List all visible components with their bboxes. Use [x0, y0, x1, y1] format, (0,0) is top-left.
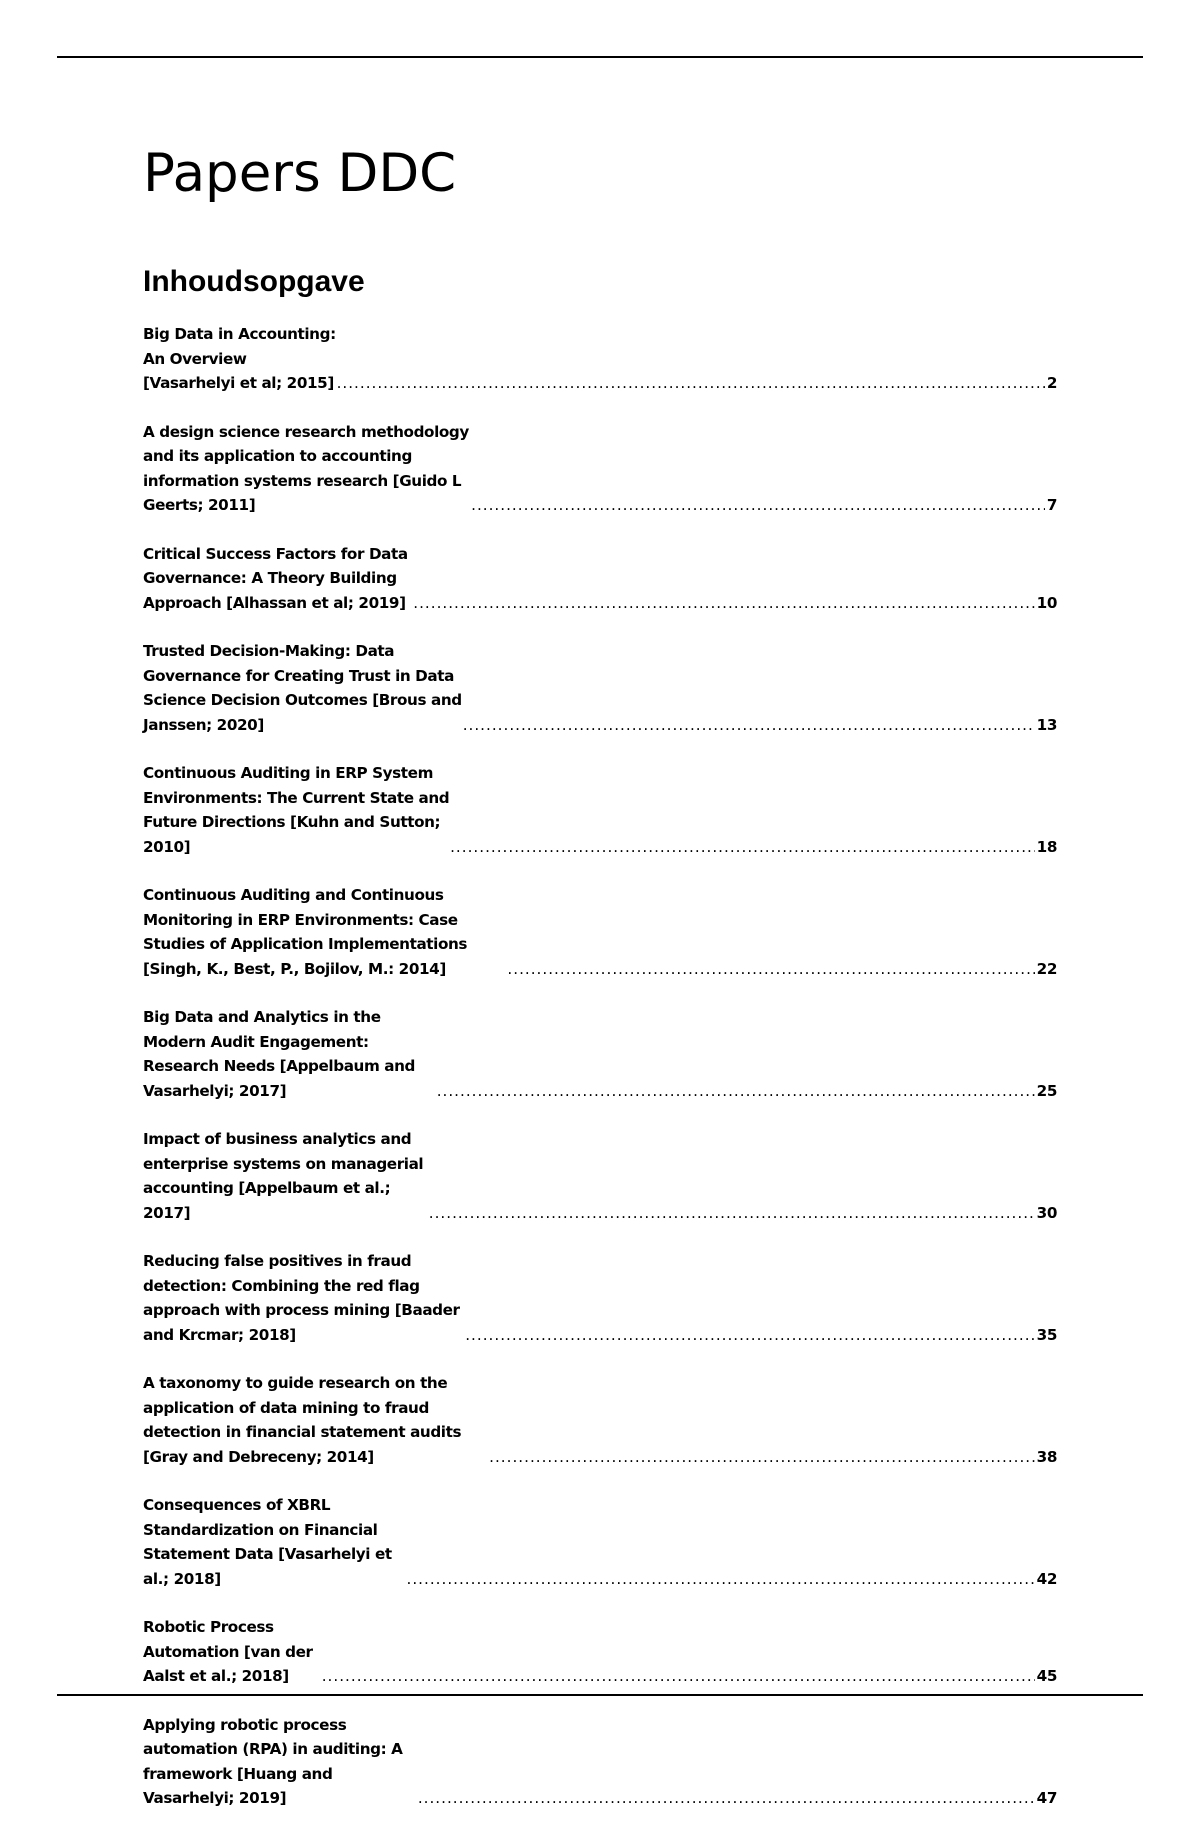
toc-page-number: 18	[1036, 837, 1057, 856]
toc-page-number: 30	[1036, 1203, 1057, 1222]
toc-dot-leader	[413, 591, 1034, 616]
toc-entry-title: Continuous Auditing in ERP System Environments: The Current State and Future Directions [Kuhn and Sutton; 2010]	[143, 764, 450, 856]
toc-entry-title: Big Data in Accounting: An Overview [Vasarhelyi et al; 2015]	[143, 325, 336, 392]
toc-link[interactable]	[143, 542, 1057, 616]
toc-entry	[143, 1127, 1057, 1225]
toc-link[interactable]	[143, 1615, 1057, 1689]
toc-dot-leader	[465, 1323, 1034, 1348]
toc-entry-title: Consequences of XBRL Standardization on Financial Statement Data [Vasarhelyi et al.; 2018]	[143, 1496, 392, 1588]
toc-dot-leader	[489, 1445, 1035, 1470]
toc-page-number: 45	[1036, 1667, 1057, 1685]
toc-entry	[143, 1249, 1057, 1347]
toc-entry	[143, 1615, 1057, 1689]
toc-entry-title: Continuous Auditing and Continuous Monitoring in ERP Environments: Case Studies of Application Implementations [Singh, K., Best, P., Bojilov, M.: 2014]	[143, 886, 468, 978]
toc-page-number: 7	[1046, 496, 1057, 514]
footer-rule	[57, 1694, 1143, 1696]
toc-dot-leader	[437, 1079, 1035, 1104]
header-rule	[57, 56, 1143, 58]
toc-entry-title: Big Data and Analytics in the Modern Audit Engagement: Research Needs [Appelbaum and Vasarhelyi; 2017]	[143, 1008, 416, 1100]
toc-entry	[143, 322, 1057, 396]
document-title: Papers DDC	[143, 143, 457, 204]
toc-page-number: 10	[1036, 593, 1057, 612]
toc-dot-leader	[407, 1567, 1035, 1592]
toc-dot-leader	[337, 371, 1045, 396]
toc-link[interactable]	[143, 1371, 1057, 1469]
toc-page-number: 2	[1046, 374, 1057, 392]
toc-entry	[143, 1713, 1057, 1811]
toc-entry-title: Reducing false positives in fraud detection: Combining the red flag approach with process mining [Baader and Krcmar; 2018]	[143, 1252, 460, 1344]
toc-entry-title: A taxonomy to guide research on the application of data mining to fraud detection in financial statement audits [Gray and Debreceny; 2014]	[143, 1374, 462, 1466]
toc-page-number: 13	[1036, 715, 1057, 734]
toc-page-number: 25	[1036, 1081, 1057, 1100]
toc-entry-title: Impact of business analytics and enterprise systems on managerial accounting [Appelbaum et al.; 2017]	[143, 1130, 424, 1222]
toc-link[interactable]	[143, 1713, 1057, 1811]
toc-link[interactable]	[143, 1005, 1057, 1103]
toc-page-number: 47	[1036, 1789, 1057, 1807]
toc-link[interactable]	[143, 322, 1057, 396]
toc-entry	[143, 420, 1057, 518]
toc-dot-leader	[429, 1201, 1035, 1226]
toc-dot-leader	[418, 1786, 1035, 1811]
toc-entry	[143, 883, 1057, 981]
toc-heading: Inhoudsopgave	[143, 265, 365, 298]
toc-entry-title: Applying robotic process automation (RPA) in auditing: A framework [Huang and Vasarhelyi; 2019]	[143, 1715, 403, 1807]
toc-dot-leader	[450, 835, 1035, 860]
toc-page-number: 35	[1036, 1325, 1057, 1344]
toc-entry	[143, 639, 1057, 737]
toc-link[interactable]	[143, 761, 1057, 859]
toc-page-number: 42	[1036, 1569, 1057, 1588]
toc-dot-leader	[471, 493, 1045, 518]
toc-entry	[143, 1493, 1057, 1591]
toc-link[interactable]	[143, 639, 1057, 737]
toc-link[interactable]	[143, 1249, 1057, 1347]
toc-page-number: 38	[1036, 1447, 1057, 1466]
toc-entry-title: A design science research methodology and its application to accounting information systems research [Guido L Geerts; 2011]	[143, 422, 469, 514]
toc-link[interactable]	[143, 1493, 1057, 1591]
toc-link[interactable]	[143, 1127, 1057, 1225]
toc-entry	[143, 761, 1057, 859]
toc-link[interactable]	[143, 883, 1057, 981]
table-of-contents	[143, 322, 1057, 1835]
toc-dot-leader	[463, 713, 1035, 738]
toc-entry-title: Robotic Process Automation [van der Aalst et al.; 2018]	[143, 1618, 313, 1685]
toc-dot-leader	[322, 1664, 1035, 1689]
toc-entry	[143, 542, 1057, 616]
toc-page-number: 22	[1036, 959, 1057, 978]
toc-dot-leader	[507, 957, 1034, 982]
toc-entry	[143, 1005, 1057, 1103]
toc-entry-title: Trusted Decision-Making: Data Governance for Creating Trust in Data Science Decision Outcomes [Brous and Janssen; 2020]	[143, 642, 462, 734]
toc-entry	[143, 1371, 1057, 1469]
toc-link[interactable]	[143, 420, 1057, 518]
toc-entry-title: Critical Success Factors for Data Governance: A Theory Building Approach [Alhassan et al; 2019]	[143, 544, 408, 612]
